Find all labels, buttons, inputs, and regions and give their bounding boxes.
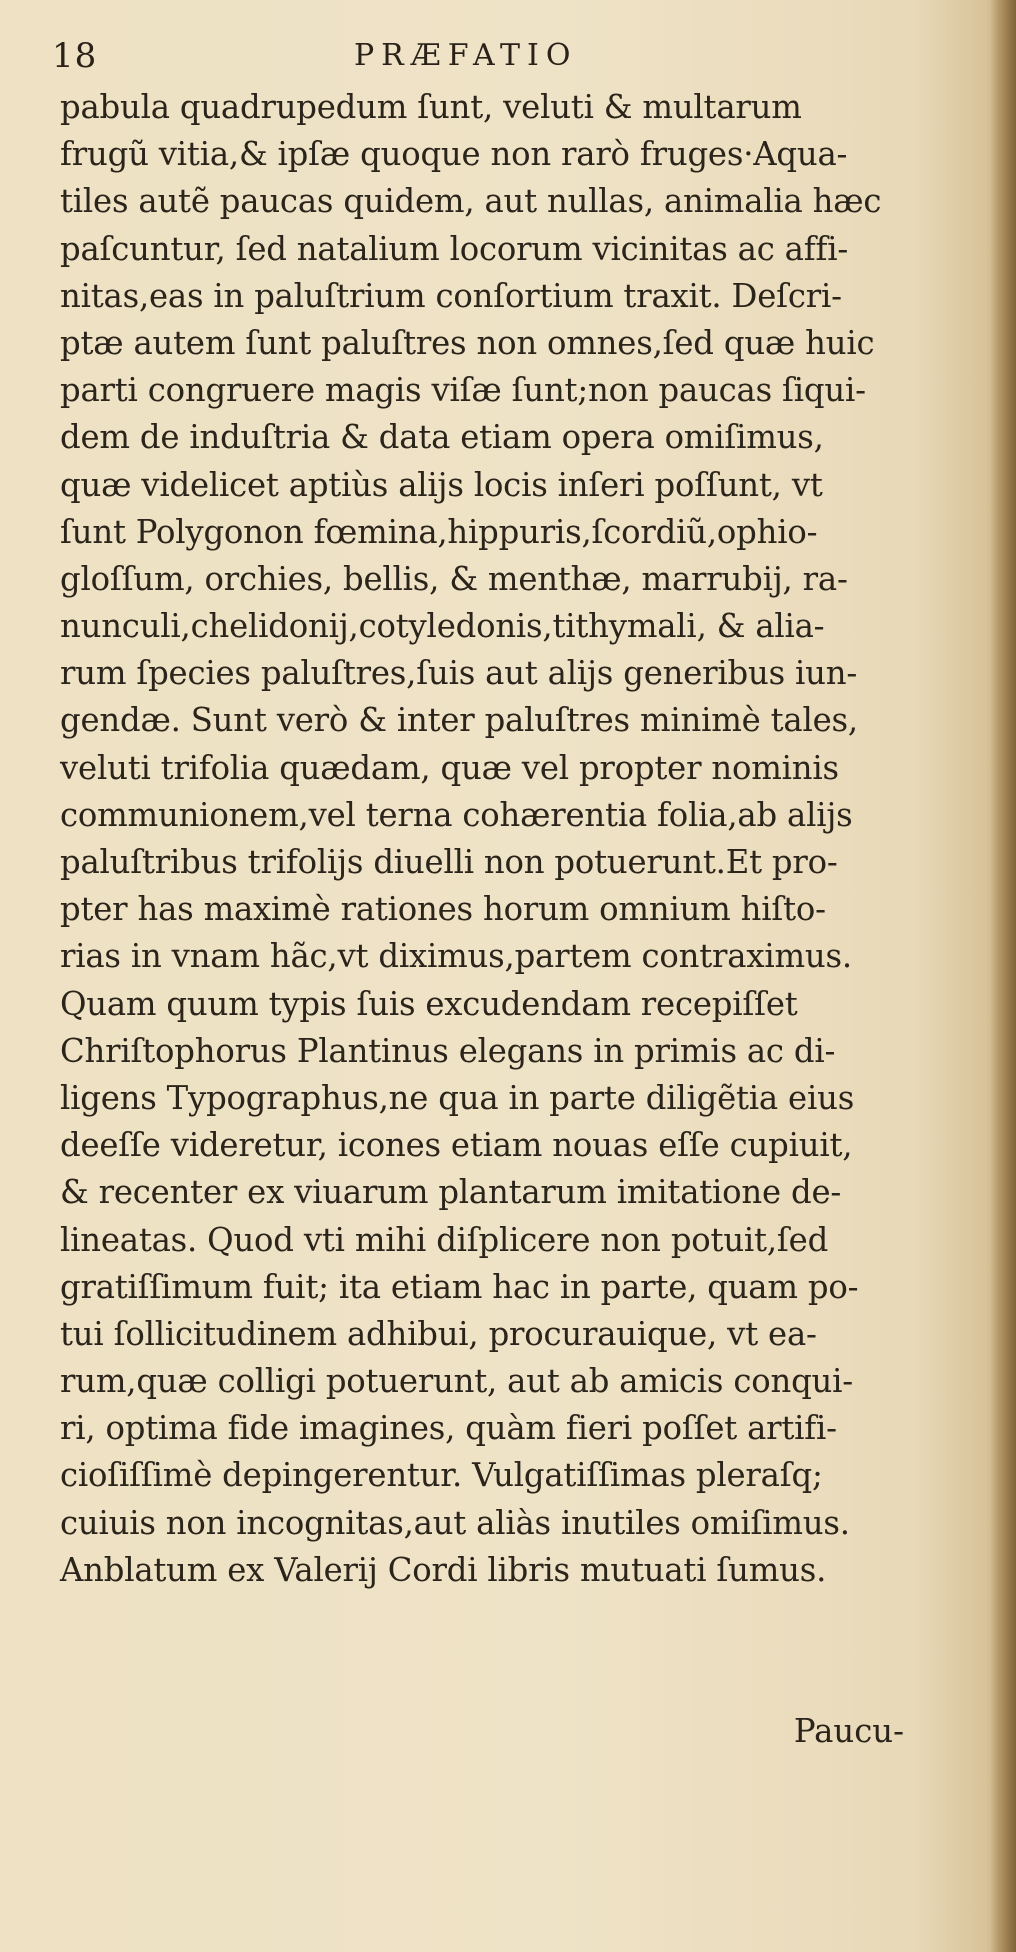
text-line: rias in vnam hãc,vt diximus,partem contraximus. [60, 937, 852, 976]
text-line: rum ſpecies paluſtres,ſuis aut alijs generibus iun- [60, 654, 858, 693]
text-line: deeſſe videretur, icones etiam nouas eſſe cupiuit, [60, 1126, 853, 1165]
text-line: ptæ autem ſunt paluſtres non omnes,ſed quæ huic [60, 323, 875, 362]
text-line: cuiuis non incognitas,aut aliàs inutiles omiſimus. [60, 1503, 850, 1542]
text-line: parti congruere magis viſæ ſunt;non paucas ſiqui- [60, 371, 866, 410]
text-line: gloſſum, orchies, bellis, & menthæ, marrubij, ra- [60, 559, 848, 598]
text-line: gendæ. Sunt verò & inter paluſtres minimè tales, [60, 701, 858, 740]
running-head: PRÆFATIO [354, 38, 578, 73]
text-line: ligens Typographus,ne qua in parte diligẽtia eius [60, 1078, 855, 1117]
text-line: paluſtribus trifolijs diuelli non potuerunt.Et pro- [60, 843, 838, 881]
text-line: Chriſtophorus Plantinus elegans in primis ac di- [60, 1031, 836, 1070]
text-line: cioſiſſimè depingerentur. Vulgatiſſimas pleraſq; [60, 1456, 823, 1495]
text-line: & recenter ex viuarum plantarum imitatione de- [60, 1173, 842, 1212]
page-edge-shadow [990, 0, 1016, 1952]
text-line: Anblatum ex Valerij Cordi libris mutuati ſumus. [60, 1550, 827, 1589]
text-line: frugũ vitia,& ipſæ quoque non rarò fruges·Aqua- [60, 135, 848, 174]
text-line: Quam quum typis ſuis excudendam recepiſſet [60, 984, 798, 1023]
page-number: 18 [52, 36, 98, 76]
text-line: communionem,vel terna cohærentia folia,ab alijs [60, 795, 853, 834]
text-line: nunculi,chelidonij,cotyledonis,tithymali, & alia- [60, 607, 825, 646]
text-line: nitas,eas in paluſtrium conſortium traxit. Deſcri- [60, 276, 842, 315]
text-line: tiles autẽ paucas quidem, aut nullas, animalia hæc [60, 182, 882, 221]
text-line: pter has maximè rationes horum omnium hiſto- [60, 890, 826, 929]
text-line: veluti trifolia quædam, quæ vel propter nominis [60, 748, 839, 787]
text-line: lineatas. Quod vti mihi diſplicere non potuit,ſed [60, 1220, 829, 1259]
text-line: gratiſſimum fuit; ita etiam hac in parte, quam po- [60, 1267, 859, 1306]
text-line: tui ſollicitudinem adhibui, procurauique, vt ea- [60, 1314, 817, 1353]
text-line: paſcuntur, ſed natalium locorum vicinitas ac affi- [60, 229, 849, 268]
text-line: ri, optima fide imagines, quàm fieri poſſet artifi- [60, 1409, 837, 1448]
page-header [52, 36, 952, 80]
text-line: rum,quæ colligi potuerunt, aut ab amicis conqui- [60, 1362, 853, 1401]
text-line: quæ videlicet aptiùs alijs locis inſeri poſſunt, vt [60, 465, 823, 504]
text-line: pabula quadrupedum ſunt, veluti & multarum [60, 88, 802, 126]
text-line: dem de induſtria & data etiam opera omiſimus, [60, 418, 824, 457]
catchword: Paucu- [793, 1712, 904, 1750]
body-text [60, 84, 960, 1594]
text-line: ſunt Polygonon fœmina,hippuris,ſcordiũ,ophio- [60, 512, 818, 551]
